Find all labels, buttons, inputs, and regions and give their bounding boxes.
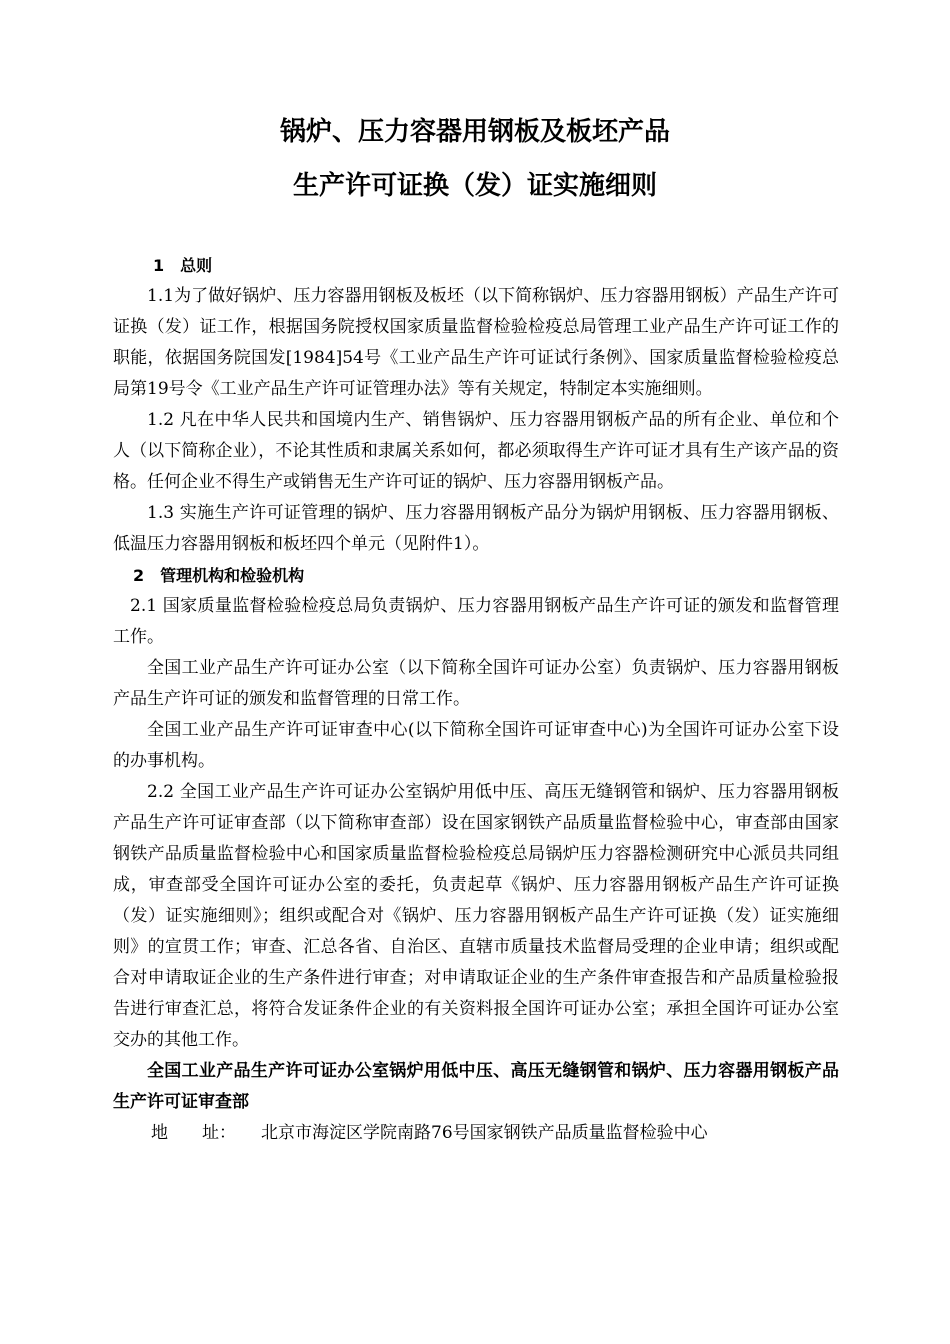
address-line xyxy=(113,1118,839,1149)
address-label: 地 址： xyxy=(151,1123,236,1143)
paragraph-2-1-b: 全国工业产品生产许可证办公室（以下简称全国许可证办公室）负责锅炉、压力容器用钢板产品生产许可证的颁发和监督管理的日常工作。 xyxy=(113,658,839,709)
document-body xyxy=(113,250,839,1149)
paragraph-1-1: 1.1为了做好锅炉、压力容器用钢板及板坯（以下简称锅炉、压力容器用钢板）产品生产许可证换（发）证工作，根据国务院授权国家质量监督检验检疫总局管理工业产品生产许可证工作的职能，依据国务院国发[1984]54号《工业产品生产许可证试行条例》、国家质量监督检验检疫总局第19号令《工业产品生产许可证管理办法》等有关规定，特制定本实施细则。 xyxy=(113,286,839,399)
paragraph-2-2: 2.2 全国工业产品生产许可证办公室锅炉用低中压、高压无缝钢管和锅炉、压力容器用钢板产品生产许可证审查部（以下简称审查部）设在国家钢铁产品质量监督检验中心，审查部由国家钢铁产品质量监督检验中心和国家质量监督检验检疫总局锅炉压力容器检测研究中心派员共同组成，审查部受全国许可证办公室的委托，负责起草《锅炉、压力容器用钢板产品生产许可证换（发）证实施细则》；组织或配合对《锅炉、压力容器用钢板产品生产许可证换（发）证实施细则》的宣贯工作；审查、汇总各省、自治区、直辖市质量技术监督局受理的企业申请；组织或配合对申请取证企业的生产条件进行审查；对申请取证企业的生产条件审查报告和产品质量检验报告进行审查汇总，将符合发证条件企业的有关资料报全国许可证办公室；承担全国许可证办公室交办的其他工作。 xyxy=(113,782,839,1050)
paragraph-2-1-c: 全国工业产品生产许可证审查中心(以下简称全国许可证审查中心)为全国许可证办公室下设的办事机构。 xyxy=(113,720,839,771)
section-2-heading: 2 管理机构和检验机构 xyxy=(133,566,305,585)
document-title-line-2: 生产许可证换（发）证实施细则 xyxy=(292,171,657,201)
document-title-line-1: 锅炉、压力容器用钢板及板坯产品 xyxy=(279,117,670,147)
section-1-heading: 1 总则 xyxy=(153,256,213,275)
paragraph-2-1: 2.1 国家质量监督检验检疫总局负责锅炉、压力容器用钢板产品生产许可证的颁发和监督管理工作。 xyxy=(113,596,839,647)
paragraph-1-2: 1.2 凡在中华人民共和国境内生产、销售锅炉、压力容器用钢板产品的所有企业、单位和个人（以下简称企业），不论其性质和隶属关系如何，都必须取得生产许可证才具有生产该产品的资格。任何企业不得生产或销售无生产许可证的锅炉、压力容器用钢板产品。 xyxy=(113,410,839,492)
address-value: 北京市海淀区学院南路76号国家钢铁产品质量监督检验中心 xyxy=(261,1123,708,1143)
organization-name: 全国工业产品生产许可证办公室锅炉用低中压、高压无缝钢管和锅炉、压力容器用钢板产品生产许可证审查部 xyxy=(113,1061,839,1112)
paragraph-1-3: 1.3 实施生产许可证管理的锅炉、压力容器用钢板产品分为锅炉用钢板、压力容器用钢板、低温压力容器用钢板和板坯四个单元（见附件1）。 xyxy=(113,503,839,554)
